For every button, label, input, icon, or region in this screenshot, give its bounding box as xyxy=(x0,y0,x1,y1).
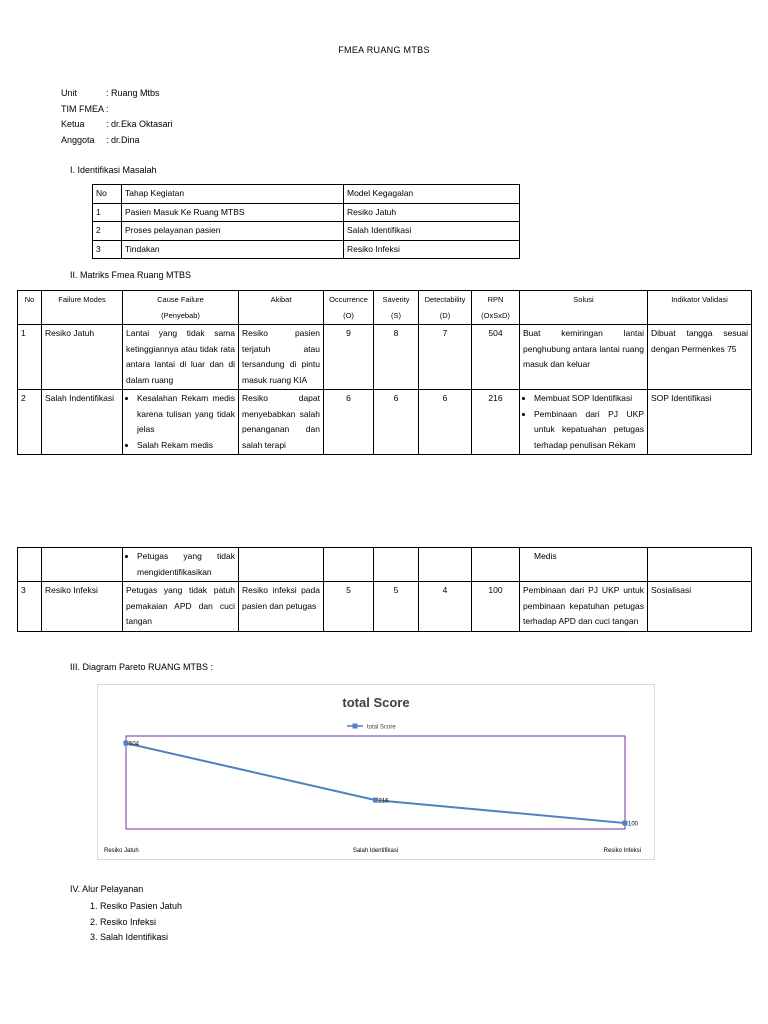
info-row-anggota: Anggota : dr.Dina xyxy=(61,134,140,145)
header-failure: Failure Modes xyxy=(42,291,123,325)
list-item: 1. Resiko Pasien Jatuh xyxy=(90,901,183,911)
document-title: FMEA RUANG MTBS xyxy=(338,45,430,55)
header-model: Model Kegagalan xyxy=(344,185,520,204)
section1-heading: I. Identifikasi Masalah xyxy=(70,165,157,175)
table-header-row xyxy=(93,185,520,204)
header-akibat: Akibat xyxy=(239,291,324,325)
category-label: Salah Identifikasi xyxy=(352,848,399,854)
chart-title: total Score xyxy=(342,695,410,710)
data-point xyxy=(373,798,378,803)
info-row-tim: TIM FMEA : xyxy=(61,103,109,114)
identification-table xyxy=(92,184,520,259)
list-item: 2. Resiko Infeksi xyxy=(90,916,157,927)
table-row: 3 Tindakan Resiko Infeksi xyxy=(93,240,520,259)
category-label: Resiko Infeksi xyxy=(603,848,641,854)
header-rpn: RPN (OxSxD) xyxy=(472,291,520,325)
list-item: 3. Salah Identifikasi xyxy=(90,932,169,942)
data-label: 100 xyxy=(628,821,639,828)
table-row: 1 Pasien Masuk Ke Ruang MTBS Resiko Jatuh xyxy=(93,203,520,222)
table-row: 2 Proses pelayanan pasien Salah Identifikasi xyxy=(93,222,520,241)
section4-heading: IV. Alur Pelayanan xyxy=(70,884,144,894)
plot-area xyxy=(126,736,625,829)
legend-label: total Score xyxy=(367,724,396,731)
category-label: Resiko Jatuh xyxy=(104,848,139,854)
header-solusi: Solusi xyxy=(520,291,648,325)
legend-marker xyxy=(353,724,358,729)
header-indikator: Indikator Validasi xyxy=(648,291,752,325)
header-severity: Saverity (S) xyxy=(374,291,419,325)
info-block xyxy=(61,86,173,148)
table-row: 1 Resiko Jatuh Lantai yang tidak sama ketinggiannya atau tidak rata antara lantai di luar dan di dalam ruang Resiko pasien terjatuh atau tersandung di pintu masuk ruang KIA 9 8 7 504 Buat kemiringan lantai penghubung antara lantai ruang masuk dan keluar Dibuat tangga sesuai dengan Permenkes 75 xyxy=(18,325,752,390)
table-row: 3 Resiko Infeksi Petugas yang tidak patuh pemakaian APD dan cuci tangan Resiko infeksi pada pasien dan petugas 5 5 4 100 Pembinaan dari PJ UKP untuk pembinaan kepatuhan petugas terhadap APD dan cuci tangan Sosialisasi xyxy=(18,582,752,632)
header-no: No xyxy=(18,291,42,325)
header-no: No xyxy=(93,185,122,204)
header-tahap: Tahap Kegiatan xyxy=(122,185,344,204)
fmea-matrix-table-continued xyxy=(17,547,752,632)
fmea-matrix-table xyxy=(17,290,752,455)
table-row: 2 Salah Indentifikasi • Kesalahan Rekam medis karena tulisan yang tidak jelas • Salah Rekam medis Resiko dapat menyebabkan salah penanganan dan salah terapi 6 6 6 216 • Membuat SOP Identifikasi • Pembinaan dari PJ UKP untuk kepatuahan petugas terhadap penulisan Rekam SOP Identifikasi xyxy=(18,390,752,455)
series-line xyxy=(126,743,625,823)
data-label: 504 xyxy=(129,741,140,748)
info-row-ketua: Ketua : dr.Eka Oktasari xyxy=(61,119,173,129)
pareto-chart xyxy=(97,684,655,860)
matrix-header-row xyxy=(18,291,752,325)
section2-heading: II. Matriks Fmea Ruang MTBS xyxy=(70,270,192,280)
section3-heading: III. Diagram Pareto RUANG MTBS : xyxy=(70,662,214,672)
info-row-unit: Unit : Ruang Mtbs xyxy=(61,88,160,98)
data-point xyxy=(124,741,129,746)
header-detectability: Detectability (D) xyxy=(419,291,472,325)
pareto-chart-svg xyxy=(98,685,654,859)
table-row: • Petugas yang tidak mengidentifikasikan Medis xyxy=(18,548,752,582)
data-label: 216 xyxy=(378,798,389,805)
data-point xyxy=(623,821,628,826)
header-occurrence: Occurrence (O) xyxy=(324,291,374,325)
alur-pelayanan-list xyxy=(90,899,182,946)
header-cause: Cause Failure (Penyebab) xyxy=(123,291,239,325)
